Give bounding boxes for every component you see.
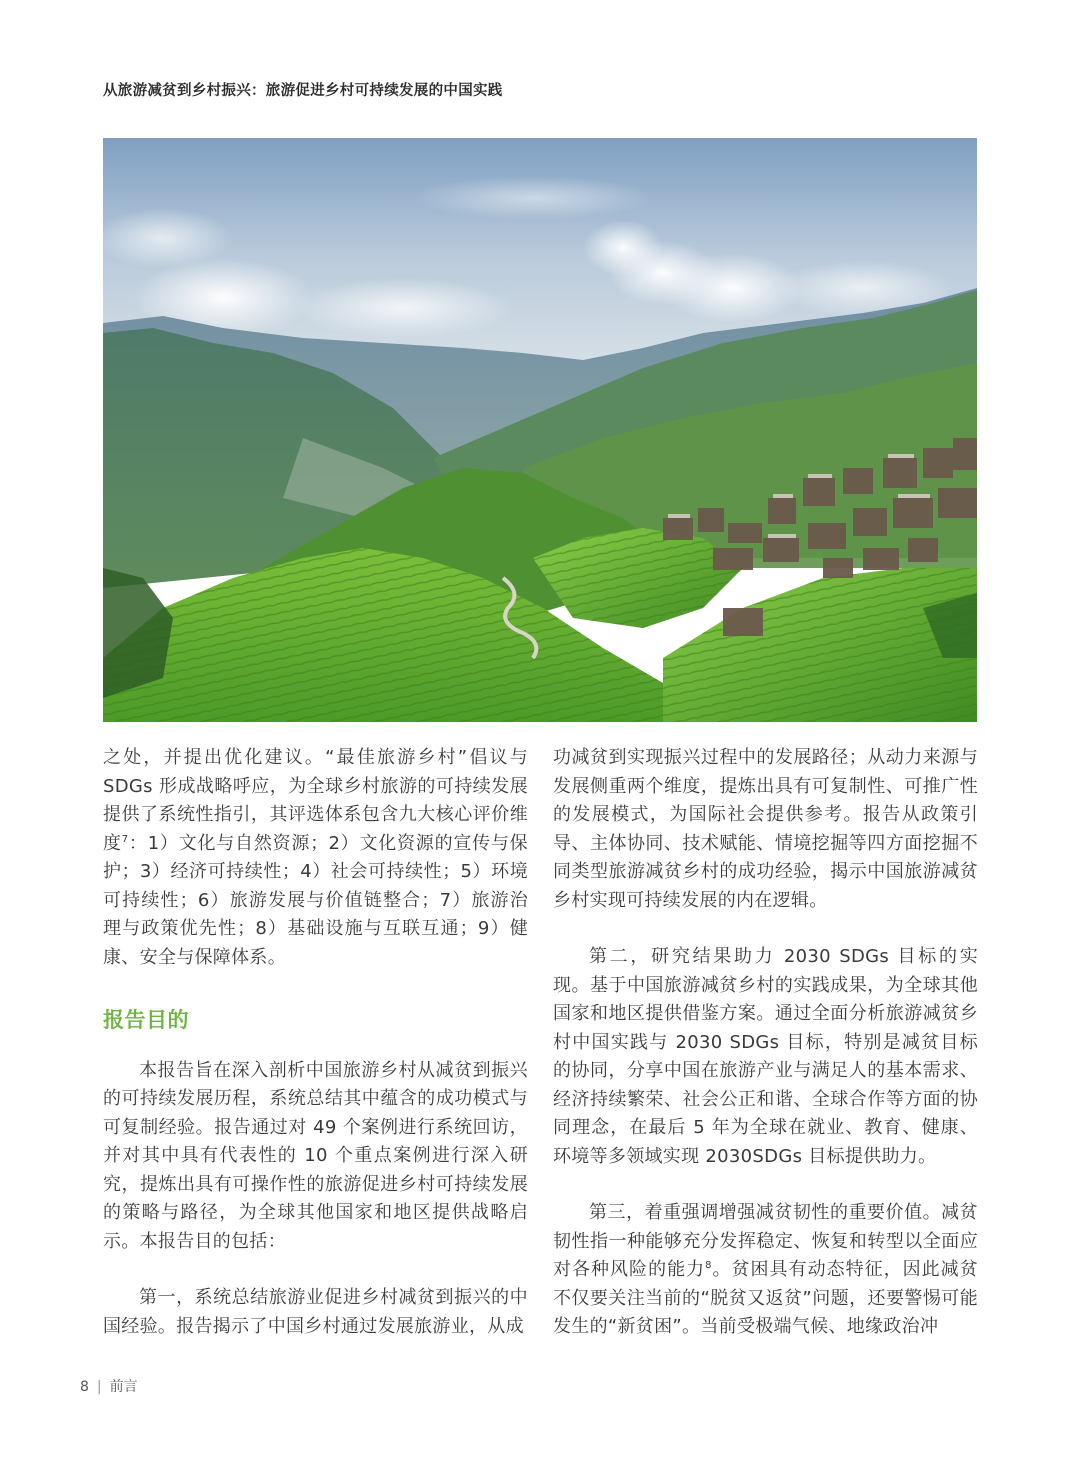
footnote-ref-8[interactable]: 8 <box>705 1260 712 1271</box>
page-footer <box>80 1376 138 1396</box>
footer-separator: | <box>96 1379 102 1395</box>
left-paragraph-3: 第一，系统总结旅游业促进乡村减贫到振兴的中国经验。报告揭示了中国乡村通过发展旅游业，从成 <box>103 1287 528 1337</box>
terraced-rice-fields-landscape-photo <box>103 138 977 722</box>
left-column <box>103 744 528 1341</box>
section-title: 报告目的 <box>103 1008 189 1032</box>
footnote-ref-7[interactable]: 7 <box>121 833 129 845</box>
right-paragraph-2: 第二，研究结果助力 2030 SDGs 目标的实现。基于中国旅游减贫乡村的实践成果，为全球其他国家和地区提供借鉴方案。通过全面分析旅游减贫乡村中国实践与 2030 SDGs 目标，特别是减贫目标的协同，分享中国在旅游产业与满足人的基本需求、经济持续繁荣、社会公正和谐、全球合作等方面的协同理念，在最后 5 年为全球在就业、教育、健康、环境等多领域实现 2030SDGs 目标提供助力。 <box>553 946 978 1167</box>
right-column <box>553 744 978 1342</box>
right-paragraph-1: 功减贫到实现振兴过程中的发展路径；从动力来源与发展侧重两个维度，提炼出具有可复制性、可推广性的发展模式，为国际社会提供参考。报告从政策引导、主体协同、技术赋能、情境挖掘等四方面挖掘不同类型旅游减贫乡村的成功经验，揭示中国旅游减贫乡村实现可持续发展的内在逻辑。 <box>553 747 978 911</box>
running-header: 从旅游减贫到乡村振兴：旅游促进乡村可持续发展的中国实践 <box>103 83 503 99</box>
right-paragraph-3: 第三，着重强调增强减贫韧性的重要价值。减贫韧性指一种能够充分发挥稳定、恢复和转型以全面应对各种风险的能力$^8$。贫困具有动态特征，因此减贫不仅要关注当前的“脱贫又返贫”问题，还要警惕可能发生的“新贫困”。当前受极端气候、地缘政治冲 <box>553 1202 978 1337</box>
left-paragraph-2: 本报告旨在深入剖析中国旅游乡村从减贫到振兴的可持续发展历程，系统总结其中蕴含的成功模式与可复制经验。报告通过对 49 个案例进行系统回访，并对其中具有代表性的 10 个重点案例进行深入研究，提炼出具有可操作性的旅游促进乡村可持续发展的策略与路径，为全球其他国家和地区提供战略启示。本报告目的包括： <box>103 1059 528 1252</box>
left-paragraph-1: 之处，并提出优化建议。“最佳旅游乡村”倡议与SDGs 形成战略呼应，为全球乡村旅游的可持续发展提供了系统性指引，其评选体系包含九大核心评价维度$^7$：1）文化与自然资源；2）文化资源的宣传与保护；3）经济可持续性；4）社会可持续性；5）环境可持续性；6）旅游发展与价值链整合；7）旅游治理与政策优先性；8）基础设施与互联互通；9）健康、安全与保障体系。 <box>103 747 528 968</box>
page-number: 8 <box>80 1379 89 1395</box>
footer-section: 前言 <box>109 1379 138 1395</box>
hero-photo <box>103 138 977 722</box>
